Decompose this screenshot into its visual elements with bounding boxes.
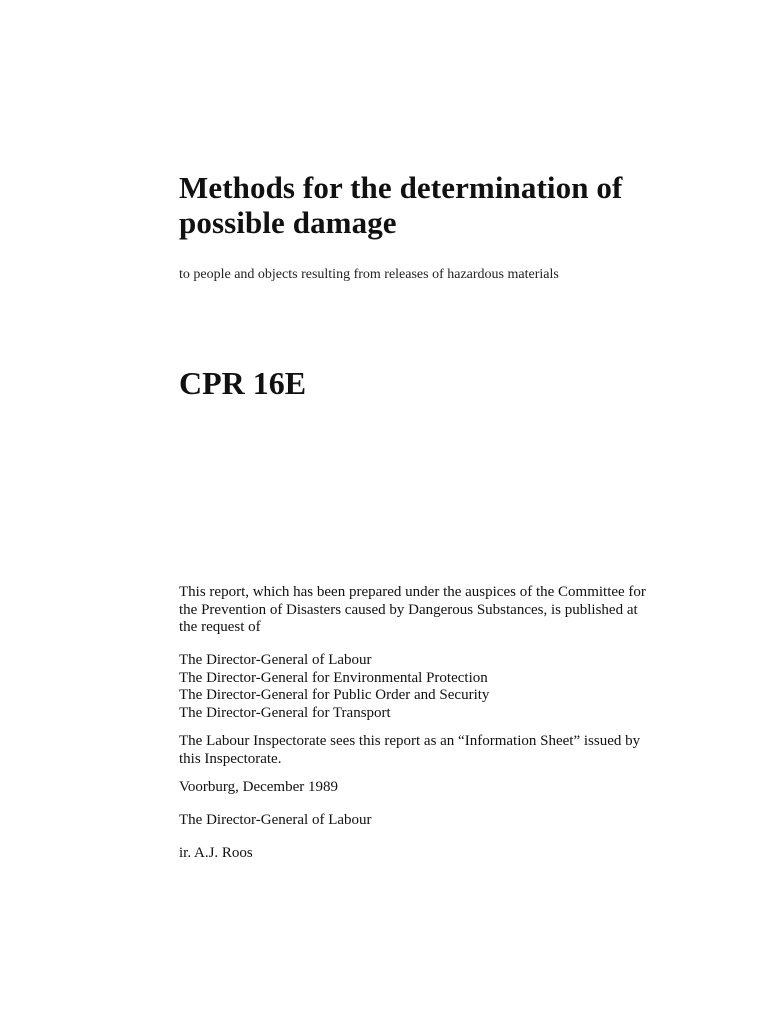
directors-list xyxy=(179,652,739,722)
title-line-2: possible damage xyxy=(179,205,397,240)
director-item: The Director-General for Environmental Protection xyxy=(179,669,488,686)
document-title xyxy=(179,170,739,240)
intro-line-2: the Prevention of Disasters caused by Dangerous Substances, is published at xyxy=(179,601,638,618)
intro-paragraph xyxy=(179,584,739,637)
director-item: The Director-General for Public Order and Security xyxy=(179,687,490,703)
director-item: The Director-General of Labour xyxy=(179,652,372,668)
place-date: Voorburg, December 1989 xyxy=(179,779,338,795)
inspectorate-line-2: this Inspectorate. xyxy=(179,750,282,767)
inspectorate-line-1: The Labour Inspectorate sees this report as an “Information Sheet” issued by xyxy=(179,733,641,749)
signatory: ir. A.J. Roos xyxy=(179,845,253,861)
inspectorate-paragraph xyxy=(179,733,739,768)
intro-line-3: the request of xyxy=(179,619,261,635)
issuer: The Director-General of Labour xyxy=(179,812,372,828)
director-item: The Director-General for Transport xyxy=(179,704,391,721)
document-subtitle: to people and objects resulting from releases of hazardous materials xyxy=(179,267,559,282)
intro-line-1: This report, which has been prepared under the auspices of the Committee for xyxy=(179,584,646,600)
title-line-1: Methods for the determination of xyxy=(179,170,623,205)
report-code: CPR 16E xyxy=(179,365,307,401)
